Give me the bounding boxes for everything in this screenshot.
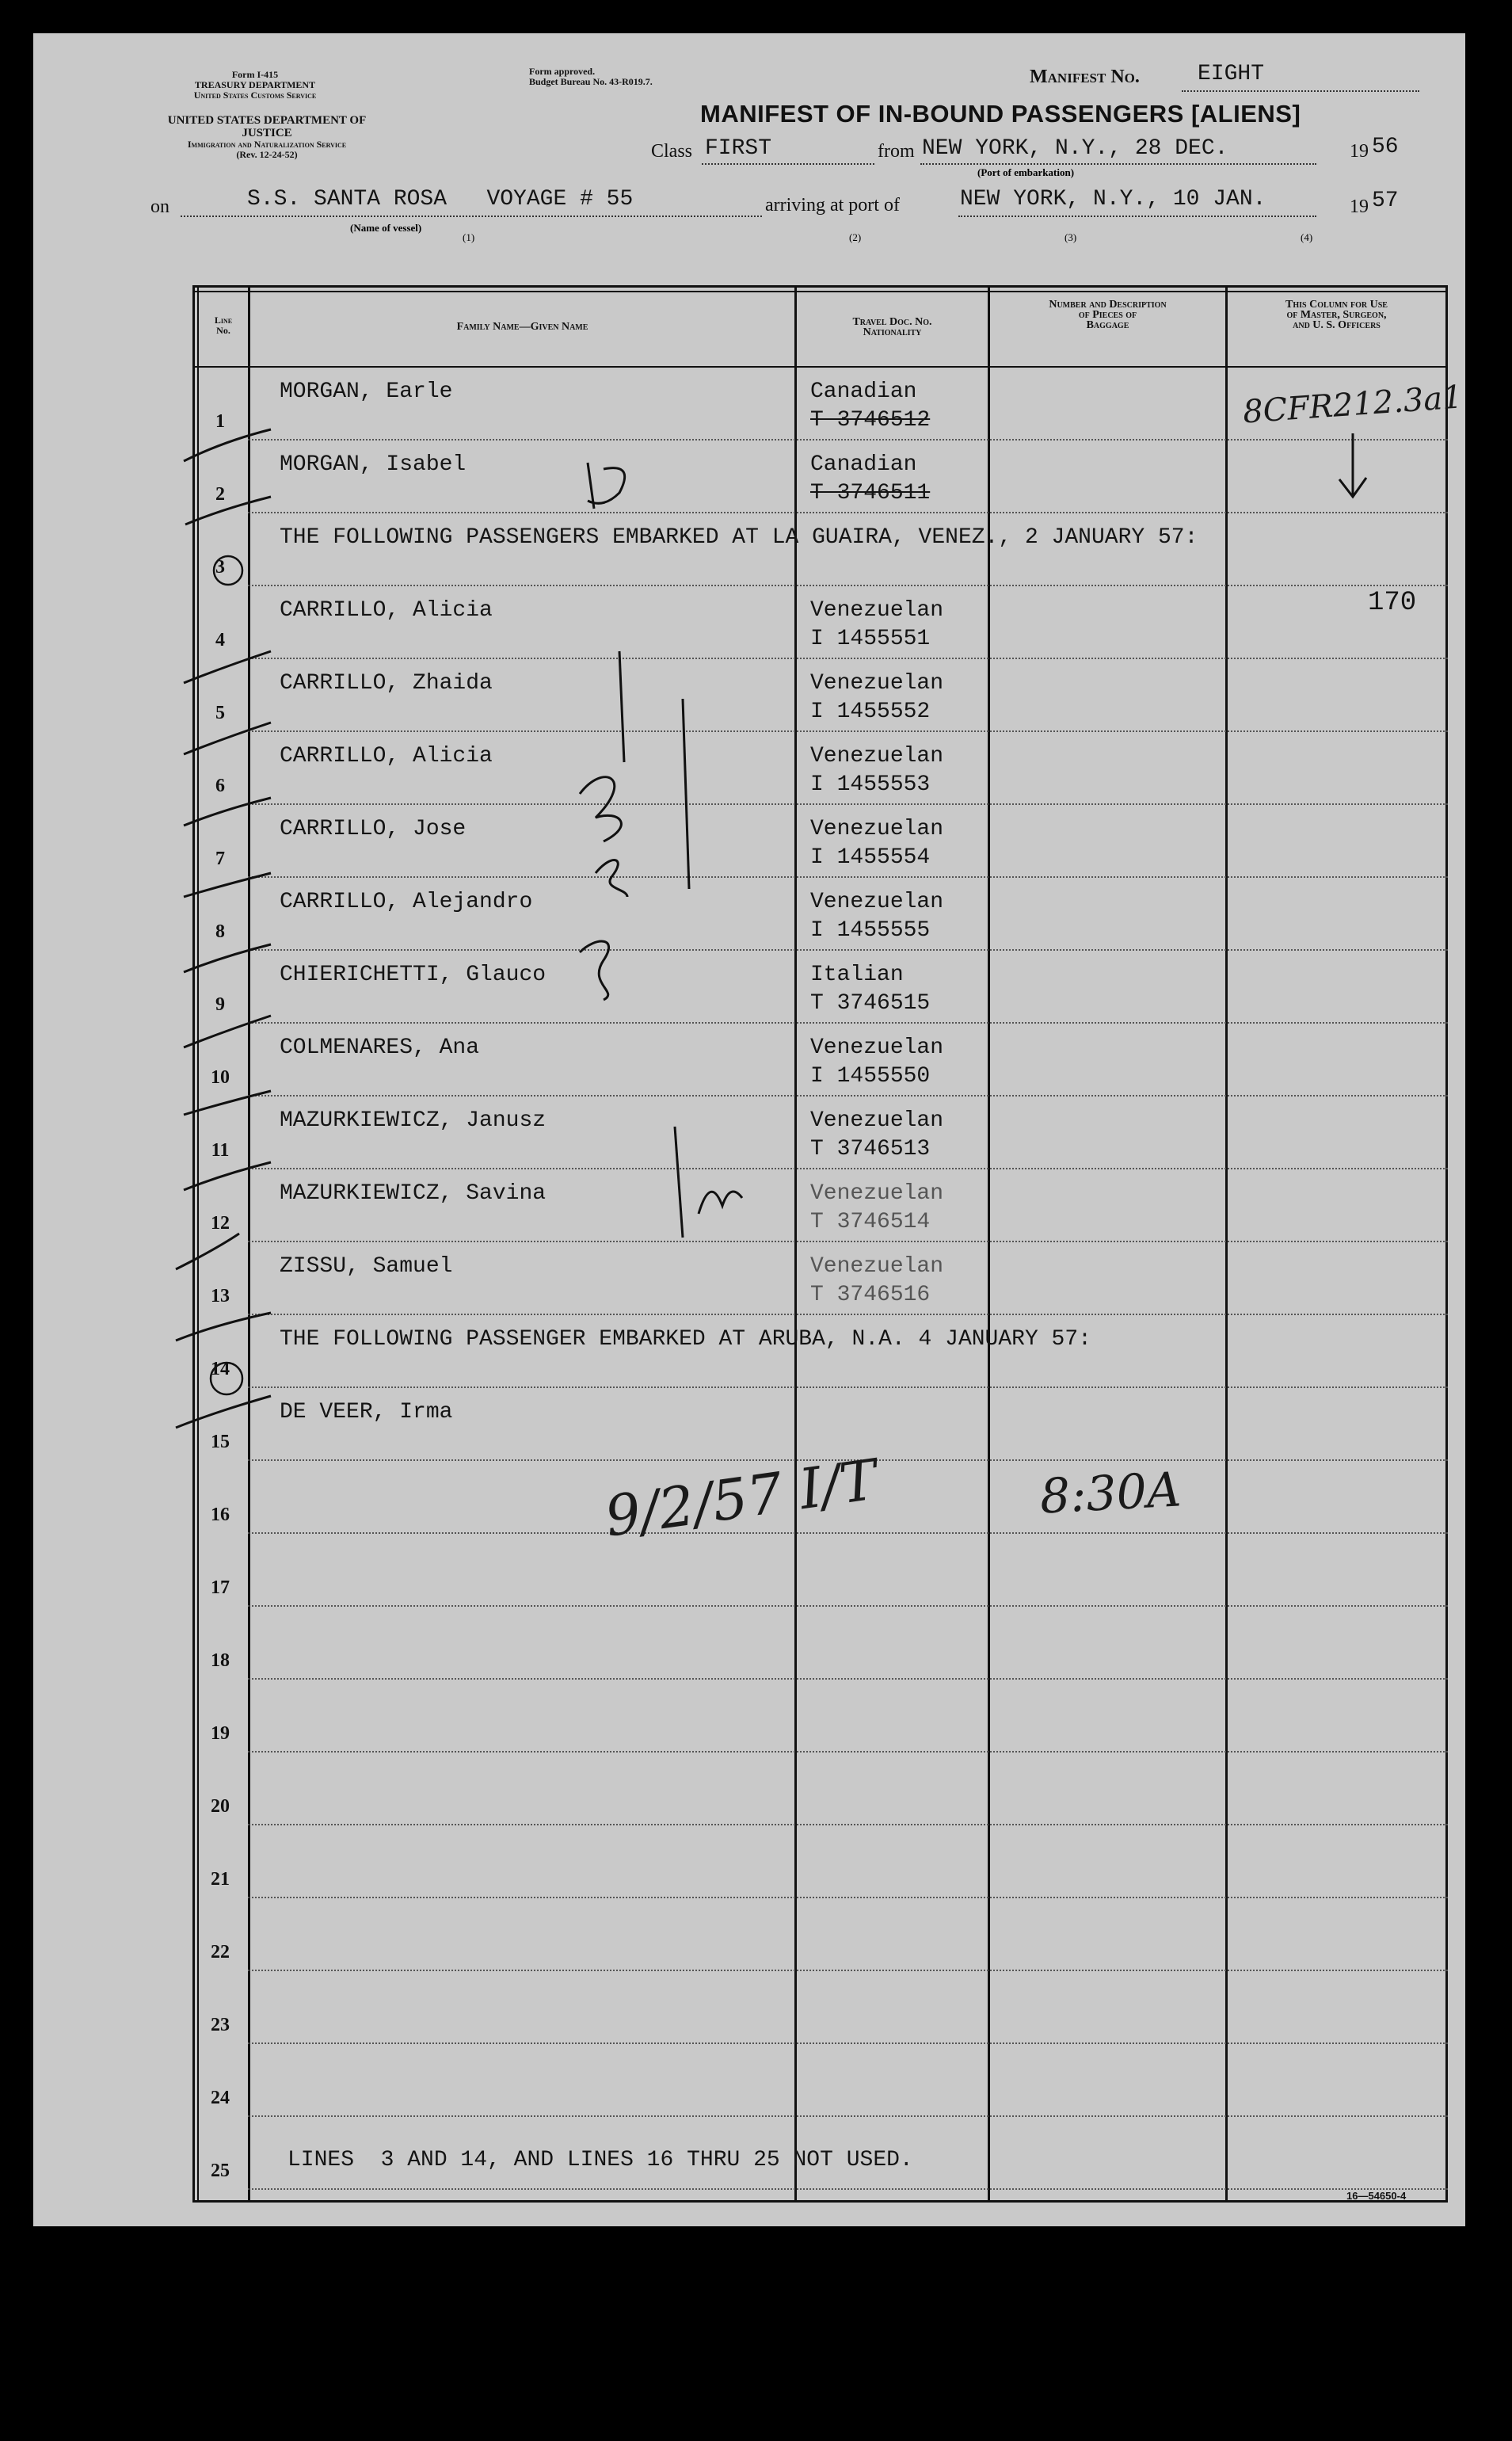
colhead-officers: This Column for Use of Master, Surgeon, and U. S. Officers (1285, 299, 1388, 331)
passenger-name: COLMENARES, Ana (280, 1036, 480, 1060)
approval-block: Form approved. Budget Bureau No. 43-R019.7. (529, 66, 653, 87)
line-number: 1 (215, 411, 225, 432)
travel-doc: I 1455554 (810, 845, 931, 870)
department-block: UNITED STATES DEPARTMENT OF JUSTICE Immigration and Naturalization Service (Rev. 12-24-52) (167, 114, 367, 160)
nationality: Venezuelan (810, 1108, 944, 1133)
vessel-dots (181, 215, 762, 217)
unused-lines-note: LINES 3 AND 14, AND LINES 16 THRU 25 NOT USED. (288, 2148, 913, 2172)
year2-prefix: 19 (1350, 196, 1369, 217)
from-dots (920, 163, 1316, 165)
line-number: 11 (211, 1140, 230, 1161)
table-row (192, 1971, 1448, 2044)
line-number: 5 (215, 703, 225, 723)
class-label: Class (651, 141, 693, 162)
passenger-name: MORGAN, Earle (280, 379, 453, 404)
table-row (192, 2044, 1448, 2117)
line-number: 18 (211, 1650, 230, 1671)
nationality: Venezuelan (810, 1254, 944, 1279)
travel-doc: T 3746513 (810, 1137, 931, 1161)
nationality: Venezuelan (810, 817, 944, 841)
arrow-down-icon (1333, 432, 1373, 503)
line-number: 4 (215, 630, 225, 650)
travel-doc: T 3746512 (810, 408, 931, 433)
port-embarkation-caption: (Port of embarkation) (977, 166, 1075, 178)
year2-value: 57 (1372, 189, 1399, 213)
passenger-name: MORGAN, Isabel (280, 452, 467, 477)
line-number: 14 (211, 1359, 230, 1379)
manifest-no-label: Manifest No. (1030, 67, 1140, 87)
table-top-border (192, 285, 1448, 288)
line-number: 3 (215, 557, 225, 578)
stamp-time-handwritten: 8:30A (1038, 1462, 1183, 1525)
passenger-name: CARRILLO, Jose (280, 817, 467, 841)
manifest-no-dots (1182, 90, 1419, 92)
col-number-2: (2) (849, 231, 862, 243)
initials-handwritten: 9/2/57 I/T (600, 1447, 882, 1550)
table-row (192, 1097, 1448, 1169)
manifest-page (33, 33, 1465, 2226)
section-note: THE FOLLOWING PASSENGERS EMBARKED AT LA GUAIRA, VENEZ., 2 JANUARY 57: (280, 525, 1198, 550)
nationality: Venezuelan (810, 744, 944, 769)
year1-prefix: 19 (1350, 141, 1369, 162)
travel-doc: T 3746515 (810, 991, 931, 1016)
table-row (192, 659, 1448, 732)
passenger-name: MAZURKIEWICZ, Savina (280, 1181, 547, 1206)
handwritten-marks (572, 445, 746, 1285)
nationality: Venezuelan (810, 671, 944, 696)
col-number-3: (3) (1064, 231, 1077, 243)
colhead-name: Family Name—Given Name (456, 321, 588, 333)
nationality: Venezuelan (810, 890, 944, 914)
line-number: 15 (211, 1432, 230, 1452)
nationality: Venezuelan (810, 1181, 944, 1206)
travel-doc: I 1455550 (810, 1064, 931, 1089)
travel-doc: I 1455555 (810, 918, 931, 943)
manifest-title: MANIFEST OF IN-BOUND PASSENGERS [ALIENS] (700, 100, 1301, 128)
travel-doc: I 1455552 (810, 700, 931, 724)
passenger-name: CARRILLO, Alicia (280, 598, 493, 623)
officer-count: 170 (1368, 588, 1417, 618)
table-row (192, 1898, 1448, 1971)
line-number: 25 (211, 2161, 230, 2181)
line-number: 16 (211, 1505, 230, 1525)
form-id-block: Form I-415 TREASURY DEPARTMENT United States Customs Service (193, 69, 317, 101)
passenger-name: CHIERICHETTI, Glauco (280, 963, 547, 987)
table-row (192, 586, 1448, 659)
line-number: 24 (211, 2088, 230, 2108)
line-number: 22 (211, 1942, 230, 1962)
nationality: Italian (810, 963, 904, 987)
year1-value: 56 (1372, 135, 1399, 159)
line-number: 7 (215, 849, 225, 869)
line-number: 23 (211, 2015, 230, 2035)
table-row (192, 1680, 1448, 1753)
line-number: 20 (211, 1796, 230, 1817)
passenger-name: THE FOLLOWING PASSENGER EMBARKED AT ARUBA, N.A. 4 JANUARY 57: (280, 1327, 1091, 1352)
travel-doc: T 3746516 (810, 1283, 931, 1307)
table-row (192, 1825, 1448, 1898)
arriving-label: arriving at port of (765, 195, 900, 215)
colhead-baggage: Number and Description of Pieces of Baggage (1049, 299, 1167, 331)
officer-handwritten-note: 8CFR212.3a1 (1241, 379, 1464, 431)
line-number: 13 (211, 1286, 230, 1306)
nationality: Venezuelan (810, 1036, 944, 1060)
nationality: Canadian (810, 452, 917, 477)
passenger-name: CARRILLO, Alejandro (280, 890, 533, 914)
line-number: 17 (211, 1577, 230, 1598)
table-row (192, 1024, 1448, 1097)
travel-doc: I 1455551 (810, 627, 931, 651)
table-row (192, 732, 1448, 805)
table-top-border-inner (192, 291, 1448, 292)
passenger-name: ZISSU, Samuel (280, 1254, 453, 1279)
passenger-table (192, 285, 1464, 2203)
table-row (192, 1534, 1448, 1607)
arriving-dots (958, 215, 1316, 217)
table-row (192, 1753, 1448, 1825)
table-row (192, 805, 1448, 878)
col-number-4: (4) (1301, 231, 1313, 243)
table-row (192, 513, 1448, 586)
line-number: 12 (211, 1213, 230, 1234)
passenger-name: MAZURKIEWICZ, Janusz (280, 1108, 547, 1133)
table-row (192, 951, 1448, 1024)
colhead-travel-doc: Travel Doc. No. Nationality (852, 316, 932, 338)
travel-doc: I 1455553 (810, 772, 931, 797)
nationality: Venezuelan (810, 598, 944, 623)
table-row (192, 878, 1448, 951)
section-note: DE VEER, Irma (280, 1400, 453, 1425)
from-value: NEW YORK, N.Y., 28 DEC. (922, 136, 1228, 161)
arriving-value: NEW YORK, N.Y., 10 JAN. (960, 187, 1266, 212)
table-row (192, 2117, 1448, 2190)
class-value: FIRST (705, 136, 772, 161)
line-number: 9 (215, 994, 225, 1015)
table-row (192, 1315, 1448, 1388)
table-row (192, 1242, 1448, 1315)
line-number: 6 (215, 776, 225, 796)
on-label: on (150, 196, 169, 217)
table-bottom-border (192, 2200, 1448, 2203)
colhead-line-no: Line No. (214, 315, 233, 336)
line-number: 8 (215, 921, 225, 942)
travel-doc: T 3746511 (810, 481, 931, 505)
col-number-1: (1) (463, 231, 475, 243)
passenger-name: CARRILLO, Alicia (280, 744, 493, 769)
table-row (192, 441, 1448, 513)
check-marks (160, 366, 279, 1475)
line-number: 2 (215, 484, 225, 505)
form-code: 16—54650-4 (1346, 2190, 1407, 2202)
from-label: from (878, 141, 915, 162)
passenger-name: CARRILLO, Zhaida (280, 671, 493, 696)
manifest-no-value: EIGHT (1198, 62, 1265, 86)
table-row (192, 1388, 1448, 1461)
vessel-value: S.S. SANTA ROSA VOYAGE # 55 (247, 187, 634, 212)
table-row (192, 1169, 1448, 1242)
line-number: 21 (211, 1869, 230, 1890)
nationality: Canadian (810, 379, 917, 404)
table-row (192, 1607, 1448, 1680)
travel-doc: T 3746514 (810, 1210, 931, 1234)
line-number: 10 (211, 1067, 230, 1088)
vessel-caption: (Name of vessel) (350, 222, 422, 234)
line-number: 19 (211, 1723, 230, 1744)
class-dots (702, 163, 874, 165)
